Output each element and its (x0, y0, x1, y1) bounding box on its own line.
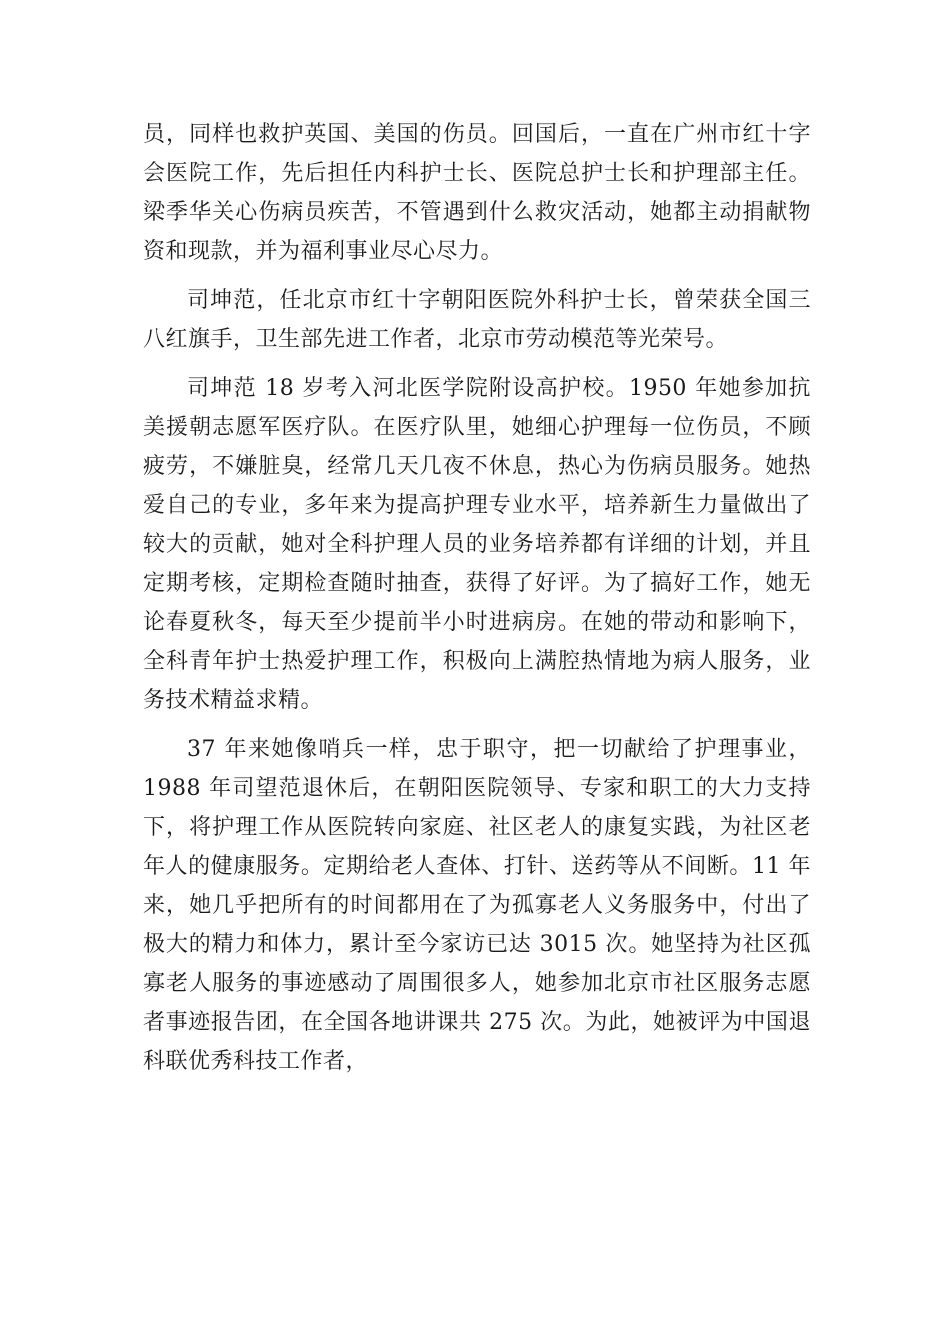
paragraph-3: 司坤范 18 岁考入河北医学院附设高护校。1950 年她参加抗美援朝志愿军医疗队。在医疗队里，她细心护理每一位伤员，不顾疲劳，不嫌脏臭，经常几天几夜不休息，热心为伤病员服务。她热爱自己的专业，多年来为提高护理专业水平，培养新生力量做出了较大的贡献，她对全科护理人员的业务培养都有详细的计划，并且定期考核，定期检查随时抽查，获得了好评。为了搞好工作，她无论春夏秋冬，每天至少提前半小时进病房。在她的带动和影响下，全科青年护士热爱护理工作，积极向上满腔热情地为病人服务，业务技术精益求精。 (143, 376, 811, 713)
paragraph-4: 37 年来她像哨兵一样，忠于职守，把一切献给了护理事业，1988 年司望范退休后，在朝阳医院领导、专家和职工的大力支持下，将护理工作从医院转向家庭、社区老人的康复实践，为社区老年人的健康服务。定期给老人查体、打针、送药等从不间断。11 年来，她几乎把所有的时间都用在了为孤寡老人义务服务中，付出了极大的精力和体力，累计至今家访已达 3015 次。她坚持为社区孤寡老人服务的事迹感动了周围很多人，她参加北京市社区服务志愿者事迹报告团，在全国各地讲课共 275 次。为此，她被评为中国退科联优秀科技工作者， (143, 737, 811, 1074)
paragraph-gap (143, 359, 811, 369)
paragraph-1: 员，同样也救护英国、美国的伤员。回国后，一直在广州市红十字会医院工作，先后担任内科护士长、医院总护士长和护理部主任。梁季华关心伤病员疾苦，不管遇到什么救灾活动，她都主动捐献物资和现款，并为福利事业尽心尽力。 (143, 122, 811, 264)
paragraph-gap (143, 271, 811, 281)
paragraph-2: 司坤范，任北京市红十字朝阳医院外科护士长，曾荣获全国三八红旗手，卫生部先进工作者，北京市劳动模范等光荣号。 (143, 288, 811, 352)
paragraph-gap (143, 720, 811, 730)
document-body (143, 115, 811, 1081)
